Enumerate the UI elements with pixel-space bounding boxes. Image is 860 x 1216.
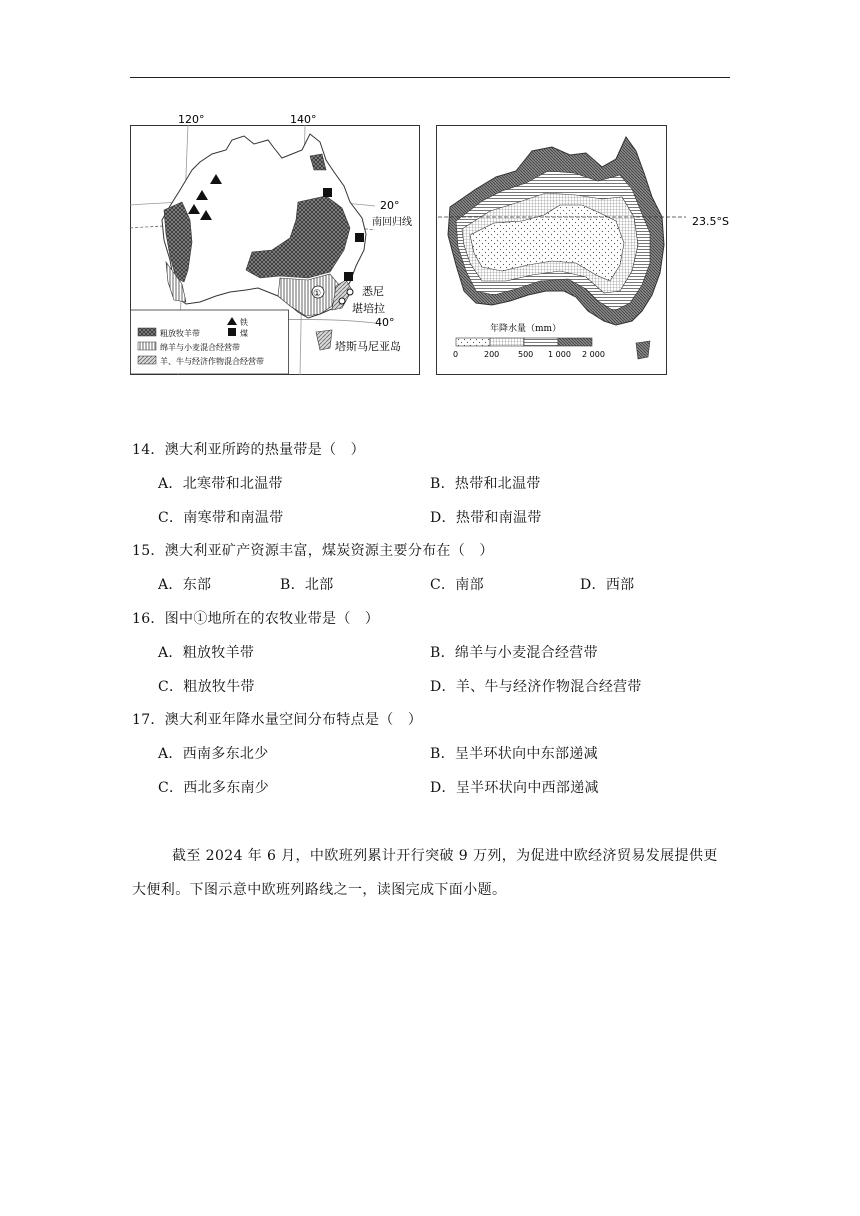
q16-option-d[interactable]: D．羊、牛与经济作物混合经营带 bbox=[430, 679, 642, 695]
canberra-label: 堪培拉 bbox=[352, 302, 385, 315]
legend-belt1-label: 粗放牧羊带 bbox=[160, 329, 200, 338]
q15-option-d[interactable]: D．西部 bbox=[580, 577, 635, 593]
scale-1000: 1 000 bbox=[548, 350, 571, 359]
q17-option-b[interactable]: B．呈半环状向中东部递减 bbox=[430, 746, 598, 762]
tropic-label: 南回归线 bbox=[372, 217, 412, 228]
question-15: 15．澳大利亚矿产资源丰富，煤炭资源主要分布在（ ） bbox=[132, 543, 494, 559]
q15-option-a[interactable]: A．东部 bbox=[158, 577, 212, 593]
q15-option-c[interactable]: C．南部 bbox=[430, 577, 484, 593]
tropic-lat-label: 23.5°S bbox=[692, 215, 729, 228]
q14-option-c[interactable]: C．南寒带和南温带 bbox=[158, 510, 284, 526]
lon-120-label: 120° bbox=[178, 113, 205, 126]
passage-line-2: 大便利。下图示意中欧班列路线之一，读图完成下面小题。 bbox=[132, 882, 507, 898]
q17-option-a[interactable]: A．西南多东北少 bbox=[158, 746, 269, 762]
q14-option-d[interactable]: D．热带和南温带 bbox=[430, 510, 542, 526]
question-14: 14．澳大利亚所跨的热量带是（ ） bbox=[132, 442, 365, 458]
passage-line-1: 截至 2024 年 6 月，中欧班列累计开行突破 9 万列，为促进中欧经济贸易发展提供更 bbox=[172, 848, 718, 864]
scale-0: 0 bbox=[453, 350, 459, 359]
sydney-marker bbox=[347, 289, 353, 295]
q17-option-c[interactable]: C．西北多东南少 bbox=[158, 780, 270, 796]
australia-precipitation-map bbox=[436, 125, 742, 375]
q14-option-b[interactable]: B．热带和北温带 bbox=[430, 476, 541, 492]
scale-2000: 2 000 bbox=[582, 350, 605, 359]
q14-option-a[interactable]: A．北寒带和北温带 bbox=[158, 476, 283, 492]
legend-iron-label: 铁 bbox=[240, 318, 248, 327]
lon-140-label: 140° bbox=[290, 113, 317, 126]
question-17: 17．澳大利亚年降水量空间分布特点是（ ） bbox=[132, 712, 423, 728]
lat-40-label: 40° bbox=[375, 316, 395, 329]
australia-agriculture-map bbox=[130, 110, 420, 375]
question-16: 16．图中①地所在的农牧业带是（ ） bbox=[132, 611, 380, 627]
q16-option-c[interactable]: C．粗放牧牛带 bbox=[158, 679, 255, 695]
header-rule bbox=[130, 77, 730, 78]
q16-option-a[interactable]: A．粗放牧羊带 bbox=[158, 645, 255, 661]
precip-legend-title: 年降水量（mm） bbox=[490, 324, 562, 334]
canberra-marker bbox=[339, 298, 345, 304]
q15-option-b[interactable]: B．北部 bbox=[280, 577, 334, 593]
legend-belt3-label: 羊、牛与经济作物混合经营带 bbox=[160, 357, 264, 366]
tasmania-label: 塔斯马尼亚岛 bbox=[335, 340, 401, 353]
site-1-label: ① bbox=[313, 289, 322, 299]
q17-option-d[interactable]: D．呈半环状向中西部递减 bbox=[430, 780, 599, 796]
sydney-label: 悉尼 bbox=[362, 285, 384, 298]
legend-coal-label: 煤 bbox=[240, 329, 248, 338]
map1-legend bbox=[131, 310, 289, 374]
legend-belt2-label: 绵羊与小麦混合经营带 bbox=[160, 343, 240, 352]
q16-option-b[interactable]: B．绵羊与小麦混合经营带 bbox=[430, 645, 598, 661]
lat-20-label: 20° bbox=[380, 199, 400, 212]
scale-200: 200 bbox=[484, 350, 500, 359]
scale-500: 500 bbox=[518, 350, 534, 359]
